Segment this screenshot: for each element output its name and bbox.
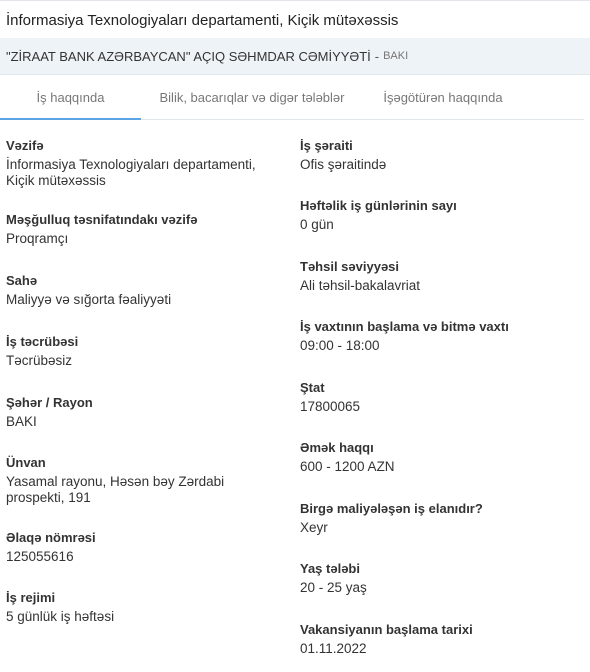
- field-staff-id: [300, 380, 584, 415]
- field-value: Proqramçı: [6, 231, 69, 246]
- field-value: 17800065: [300, 399, 361, 414]
- field-label: Ştat: [300, 380, 325, 395]
- field-value: Maliyyə və sığorta fəaliyyəti: [6, 292, 172, 307]
- field-address: [6, 455, 246, 506]
- field-value: 0 gün: [300, 217, 334, 232]
- field-weekly-workdays: [300, 198, 584, 233]
- field-label: Şəhər / Rayon: [6, 395, 93, 410]
- field-label: Təhsil səviyyəsi: [300, 259, 400, 274]
- field-contact-number: [6, 530, 276, 565]
- field-label: İş təcrübəsi: [6, 334, 79, 349]
- field-label: Həftəlik iş günlərinin sayı: [300, 198, 457, 213]
- field-vacancy-start-date: [300, 622, 584, 657]
- field-working-hours: [300, 319, 584, 354]
- field-cofunded-job: [300, 501, 584, 536]
- company-bar: [0, 38, 590, 75]
- field-value: İnformasiya Texnologiyaları departamenti, Kiçik mütəxəssis: [6, 157, 256, 188]
- company-name[interactable]: "ZİRAAT BANK AZƏRBAYCAN" AÇIQ SƏHMDAR CƏMİYYƏTİ: [6, 48, 371, 64]
- field-label: Ünvan: [6, 455, 46, 470]
- field-label: İş vaxtının başlama və bitmə vaxtı: [300, 319, 509, 334]
- field-value: Təcrübəsiz: [6, 353, 73, 368]
- field-label: Vakansiyanın başlama tarixi: [300, 622, 473, 637]
- field-label: Məşğulluq təsnifatındakı vəzifə: [6, 212, 198, 227]
- field-label: Birgə maliyələşən iş elanıdır?: [300, 501, 483, 516]
- field-work-conditions: [300, 138, 584, 173]
- field-value: Yasamal rayonu, Həsən bəy Zərdabi prospekti, 191: [6, 474, 225, 505]
- field-city: [6, 395, 276, 430]
- field-education-level: [300, 259, 584, 294]
- field-sector: [6, 273, 276, 308]
- field-work-schedule: [6, 590, 276, 625]
- field-value: 600 - 1200 AZN: [300, 459, 395, 474]
- field-label: İş rejimi: [6, 590, 56, 605]
- field-label: Vəzifə: [6, 138, 44, 153]
- field-value: 01.11.2022: [300, 641, 367, 656]
- field-label: Əmək haqqı: [300, 440, 374, 455]
- field-value: Ali təhsil-bakalavriat: [300, 278, 421, 293]
- tab-skills-requirements[interactable]: Bilik, bacarıqlar və digər tələblər: [159, 89, 345, 105]
- field-value: 125055616: [6, 549, 74, 564]
- field-value: 20 - 25 yaş: [300, 580, 367, 595]
- field-experience: [6, 334, 276, 369]
- field-label: Əlaqə nömrəsi: [6, 530, 96, 545]
- field-position: [6, 138, 266, 189]
- field-value: Ofis şəraitində: [300, 157, 387, 172]
- field-age-requirement: [300, 561, 584, 596]
- top-divider: [0, 0, 590, 1]
- field-salary: [300, 440, 584, 475]
- field-label: Yaş tələbi: [300, 561, 360, 576]
- page-title: İnformasiya Texnologiyaları departamenti, Kiçik mütəxəssis: [6, 12, 399, 29]
- company-separator: -: [374, 48, 380, 64]
- field-value: BAKI: [6, 414, 37, 429]
- field-value: 09:00 - 18:00: [300, 338, 380, 353]
- tab-employer-info[interactable]: İşəgötürən haqqında: [383, 89, 503, 105]
- field-label: İş şəraiti: [300, 138, 353, 153]
- field-value: Xeyr: [300, 520, 328, 535]
- field-value: 5 günlük iş həftəsi: [6, 609, 115, 624]
- tab-job-info[interactable]: İş haqqında: [0, 75, 141, 119]
- tab-bar: [0, 75, 584, 120]
- field-occupation-classification: [6, 212, 276, 247]
- company-city: BAKI: [383, 50, 409, 62]
- field-label: Sahə: [6, 273, 38, 288]
